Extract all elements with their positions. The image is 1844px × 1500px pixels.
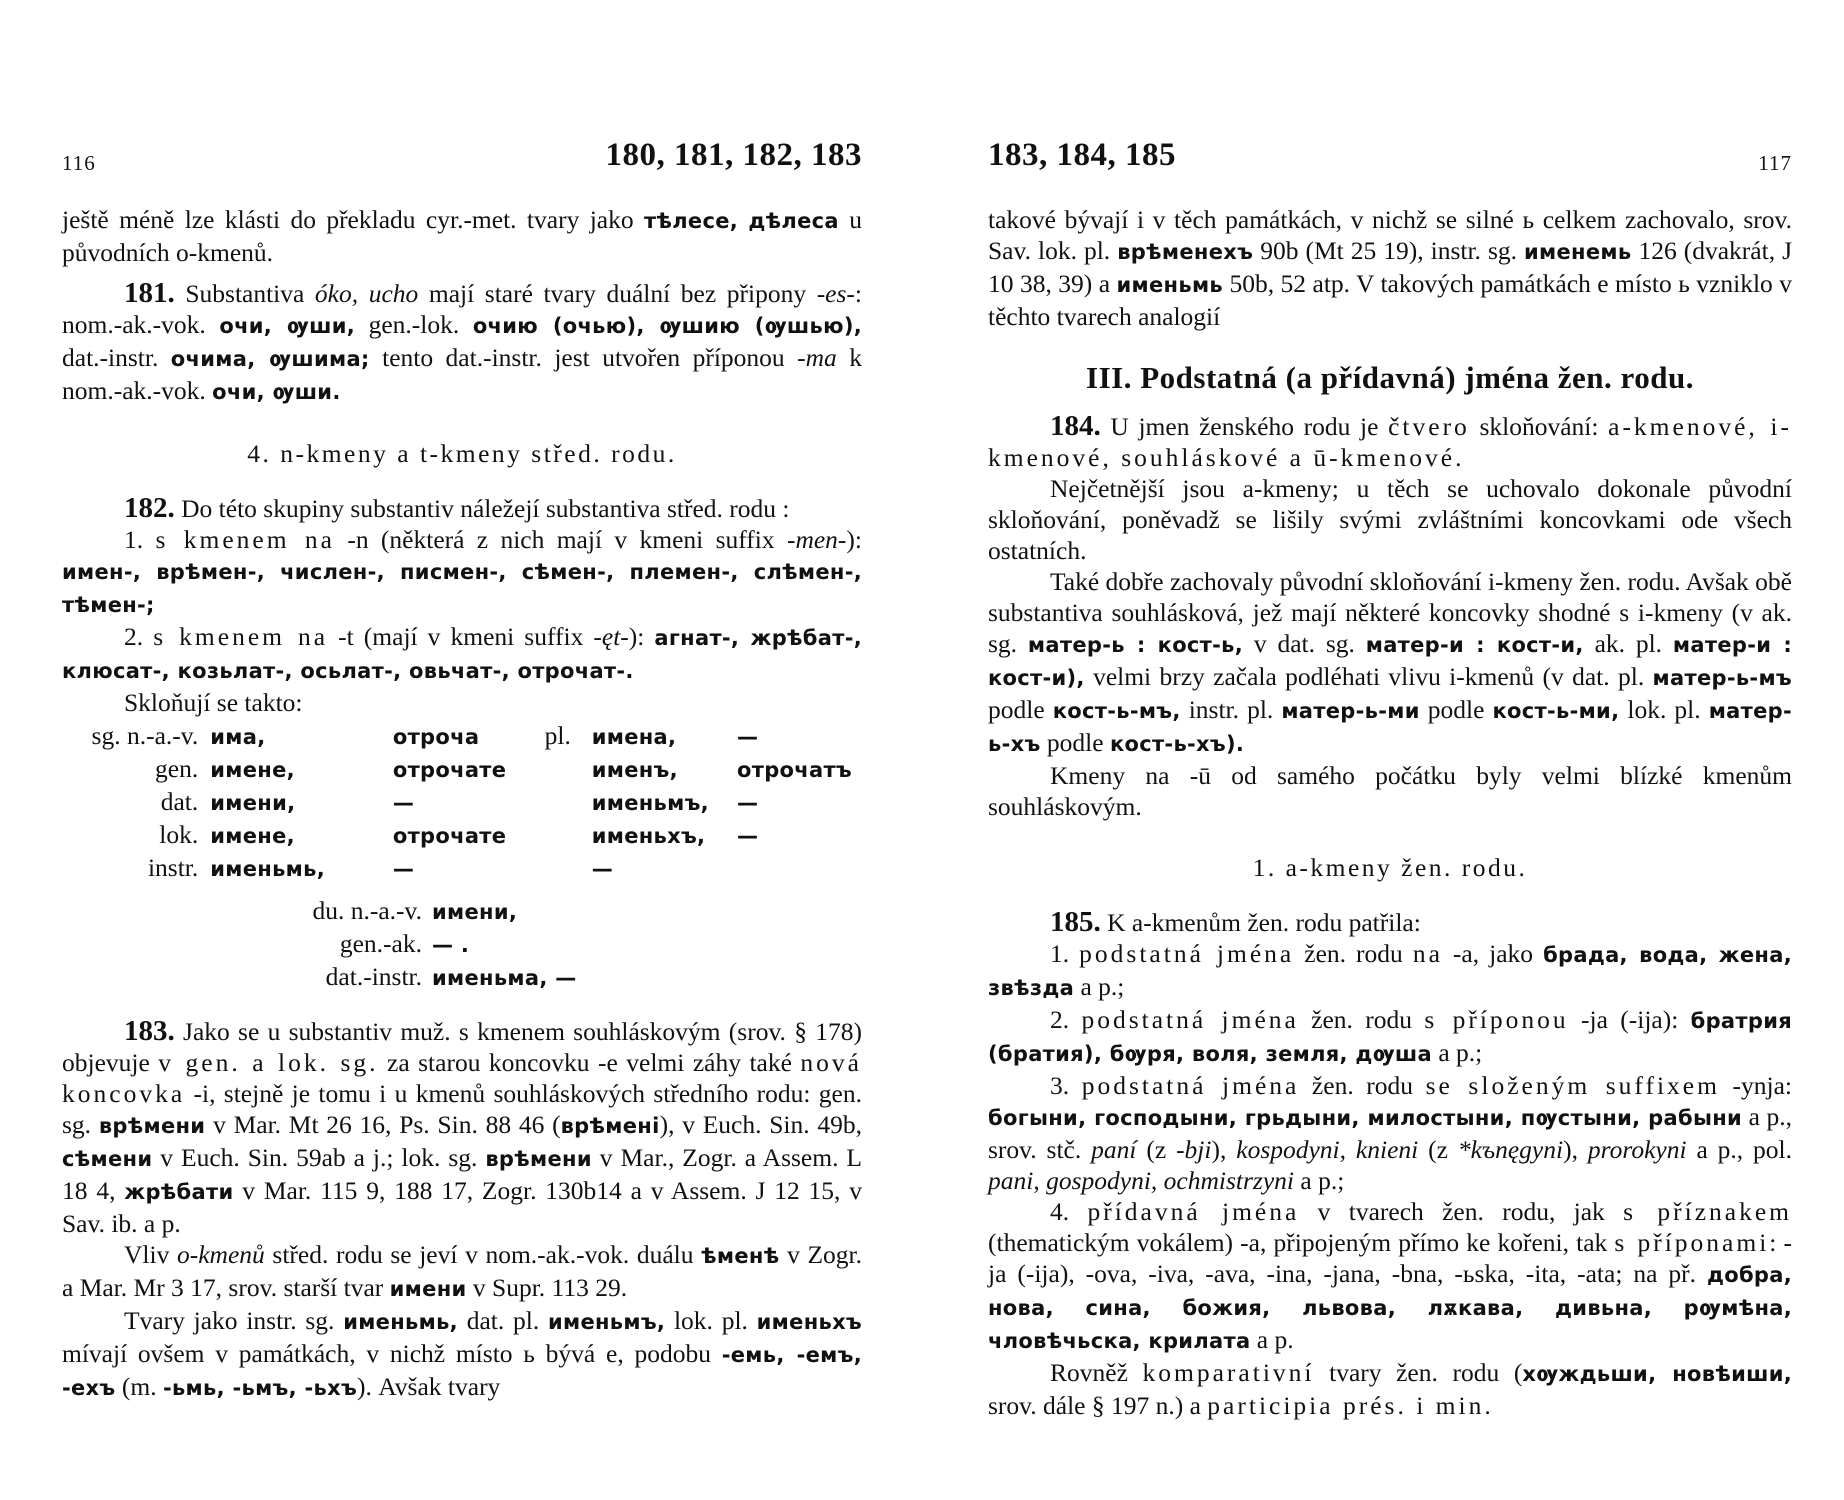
subheading-n-t-kmeny: 4. n-kmeny a t-kmeny střed. rodu. <box>247 439 677 468</box>
declension-cell: — <box>737 791 759 815</box>
paragraph-185-item-2: 2. podstatná jména žen. rodu s příponou -ja (-ija): братрия (братия), бѹря, воля, земля, дѹша a p.; <box>988 1005 1792 1067</box>
paragraph-182: 182. Do této skupiny substantiv náležejí substantiva střed. rodu : <box>124 492 790 524</box>
page-number: 116 <box>62 151 96 175</box>
paragraph-184-a-kmeny: Nejčetnější jsou a-kmeny; u těch se uchovalo dokonale původní skloňování, poněvadž se lišily svými zvláštními koncovkami ode všech ostatních. <box>988 474 1792 565</box>
declension-cell: pl. <box>544 721 571 750</box>
declension-cell: отрочате <box>392 824 507 848</box>
paragraph-185: 185. K a-kmenům žen. rodu patřila: <box>1050 906 1421 938</box>
paragraph-184: 184. U jmen ženského rodu je čtvero skloňování: a-kmenové, i-kmenové, souhláskové a ū-kmenové. <box>988 410 1793 472</box>
paragraph-185-item-3: 3. podstatná jména žen. rodu se složeným suffixem -ynja: богыни, господыни, грьдыни, милостыни, пѹстыни, рабыни a p., srov. stč. paní (z -bji), kospodyni, knieni (z *kъnęgyni), prorokyni a p., pol. pani, gospodyni, ochmistrzyni a p.; <box>988 1071 1793 1195</box>
declension-cell: — <box>737 824 759 848</box>
declension-cell <box>545 786 592 819</box>
declension-table <box>76 720 862 885</box>
declension-cell: sg. n.-a.-v. <box>91 721 199 750</box>
right-page <box>988 137 1793 1421</box>
declension-cell: именьхъ, <box>591 824 706 848</box>
declension-row <box>76 852 862 885</box>
declension-cell: имене, <box>210 824 295 848</box>
paragraph-182-item-2: 2. s kmenem na -t (mají v kmeni suffix -ęt-): агнат-, жрѣбат-, клюсат-, козьлат-, осьлат-, овьчат-, отрочат-. <box>62 622 862 683</box>
declension-cell: — <box>737 725 759 749</box>
declension-cell: именъ, <box>591 758 678 782</box>
declension-cell: — <box>392 857 415 881</box>
dual-forms <box>272 895 862 994</box>
section-numbers: 180, 181, 182, 183 <box>605 137 862 173</box>
declension-cell: dat. <box>160 787 199 816</box>
declension-cell: именьмъ, <box>591 791 709 815</box>
paragraph-183: 183. Jako se u substantiv muž. s kmenem souhláskovým (srov. § 178) objevuje v gen. a lok. sg. za starou koncovku -e velmi záhy také nová koncovka -i, stejně je tomu i u kmenů souhláskových středního rodu: gen. sg. врѣмени v Mar. Mt 26 16, Ps. Sin. 88 46 (врѣмені), v Euch. Sin. 49b, сѣмени v Euch. Sin. 59ab a j.; lok. sg. врѣмени v Mar., Zogr. a Assem. L 18 4, жрѣбати v Mar. 115 9, 188 17, Zogr. 130b14 a v Assem. J 12 15, v Sav. ib. a p. <box>62 1015 863 1238</box>
dual-row: du. n.-a.-v. имени, <box>312 896 518 925</box>
declension-cell: има, <box>210 725 266 749</box>
subheading-a-kmeny: 1. a-kmeny žen. rodu. <box>1252 853 1528 882</box>
dual-row: gen.-ak. — . <box>339 929 470 958</box>
chapter-heading: III. Podstatná (a přídavná) jména žen. rodu. <box>1086 360 1694 395</box>
paragraph-tvary: Tvary jako instr. sg. именьмь, dat. pl. именьмъ, lok. pl. именьхъ mívají ovšem v památkách, v nichž místo ь bývá e, podobu -емь, -емъ, -ехъ (m. -ьмь, -ьмъ, -ьхъ). Avšak tvary <box>62 1306 863 1401</box>
section-numbers: 183, 184, 185 <box>988 137 1176 173</box>
declension-cell: gen. <box>155 754 199 783</box>
page-number: 117 <box>1758 151 1792 175</box>
intro-paragraph: ještě méně lze klásti do překladu cyr.-met. tvary jako тѣлесе, дѣлеса u původních o-kmenů. <box>62 205 863 267</box>
declension-cell: lok. <box>159 820 199 849</box>
declension-cell: отроча <box>392 725 480 749</box>
declension-row <box>76 753 862 786</box>
declension-row <box>76 720 862 753</box>
left-page <box>62 137 863 1404</box>
paragraph-185-item-4: 4. přídavná jména v tvarech žen. rodu, jak s příznakem (thematickým vokálem) -a, připojeným přímo ke kořeni, tak s příponami: -ja (-ija), -ova, -iva, -ava, -ina, -jana, -bna, -ьska, -ita, -ata; na př. добра, нова, сина, божия, львова, лѫкава, дивьна, рѹмѣна, чловѣчьска, крилата a p. <box>988 1197 1793 1354</box>
right-page-header <box>988 137 1792 182</box>
declension-cell: — <box>591 857 614 881</box>
paragraph-181: 181. Substantiva óko, ucho mají staré tvary duální bez připony -es-: nom.-ak.-vok. очи, ѹши, gen.-lok. очию (очью), ѹшию (ѹшью), dat.-instr. очима, ѹшима; tento dat.-instr. jest utvořen příponou -ma k nom.-ak.-vok. очи, ѹши. <box>62 277 863 405</box>
declension-cell <box>545 852 592 885</box>
paragraph-184-i-kmeny: Také dobře zachovaly původní skloňování i-kmeny žen. rodu. Avšak obě substantiva souhlásková, jež mají některé koncovky shodné s i-kmeny (v ak. sg. матер-ь : кост-ь, v dat. sg. матер-и : кост-и, ak. pl. матер-и : кост-и), velmi brzy začala podléhati vlivu i-kmenů (v dat. pl. матер-ь-мъ podle кост-ь-мъ, instr. pl. матер-ь-ми podle кост-ь-ми, lok. pl. матер-ь-хъ podle кост-ь-хъ). <box>988 567 1793 757</box>
paragraph-185-item-1: 1. podstatná jména žen. rodu na -a, jako брада, вода, жена, звѣзда a p.; <box>988 939 1792 1001</box>
paragraph-vliv: Vliv o-kmenů střed. rodu se jeví v nom.-ak.-vok. duálu ѣменѣ v Zogr. a Mar. Mr 3 17, srov. starší tvar имени v Supr. 113 29. <box>62 1240 862 1302</box>
dual-row: dat.-instr. именьма, — <box>325 962 577 991</box>
declension-row <box>76 819 862 852</box>
declension-intro: Skloňují se takto: <box>124 688 303 717</box>
declension-cell: instr. <box>147 853 199 882</box>
declension-row <box>76 786 862 819</box>
declension-cell: имене, <box>210 758 295 782</box>
declension-cell: отрочатъ <box>737 758 852 782</box>
declension-cell <box>737 852 862 885</box>
continuation-paragraph: takové bývají i v těch památkách, v nichž se silné ь celkem zachovalo, srov. Sav. lok. pl. врѣменехъ 90b (Mt 25 19), instr. sg. именемь 126 (dvakrát, J 10 38, 39) a именьмь 50b, 52 atp. V takových památkách e místo ь vzniklo v těchto tvarech analogií <box>988 205 1793 331</box>
declension-cell <box>545 819 592 852</box>
declension-cell: отрочате <box>392 758 507 782</box>
paragraph-184-u-kmeny: Kmeny na -ū od samého počátku byly velmi blízké kmenům souhláskovým. <box>988 761 1792 821</box>
declension-cell: именьмь, <box>210 857 325 881</box>
paragraph-182-item-1: 1. s kmenem na -n (některá z nich mají v kmeni suffix -men-): имен-, врѣмен-, числен-, писмен-, сѣмен-, племен-, слѣмен-, тѣмен-; <box>62 525 862 617</box>
declension-cell: имена, <box>591 725 677 749</box>
declension-cell <box>545 753 592 786</box>
declension-cell: имени, <box>210 791 296 815</box>
left-page-header <box>62 137 862 182</box>
paragraph-rovnez: Rovněž komparativní tvary žen. rodu (хѹждьши, новѣиши, srov. dále § 197 n.) a participia prés. i min. <box>988 1358 1792 1420</box>
declension-cell: — <box>392 791 415 815</box>
